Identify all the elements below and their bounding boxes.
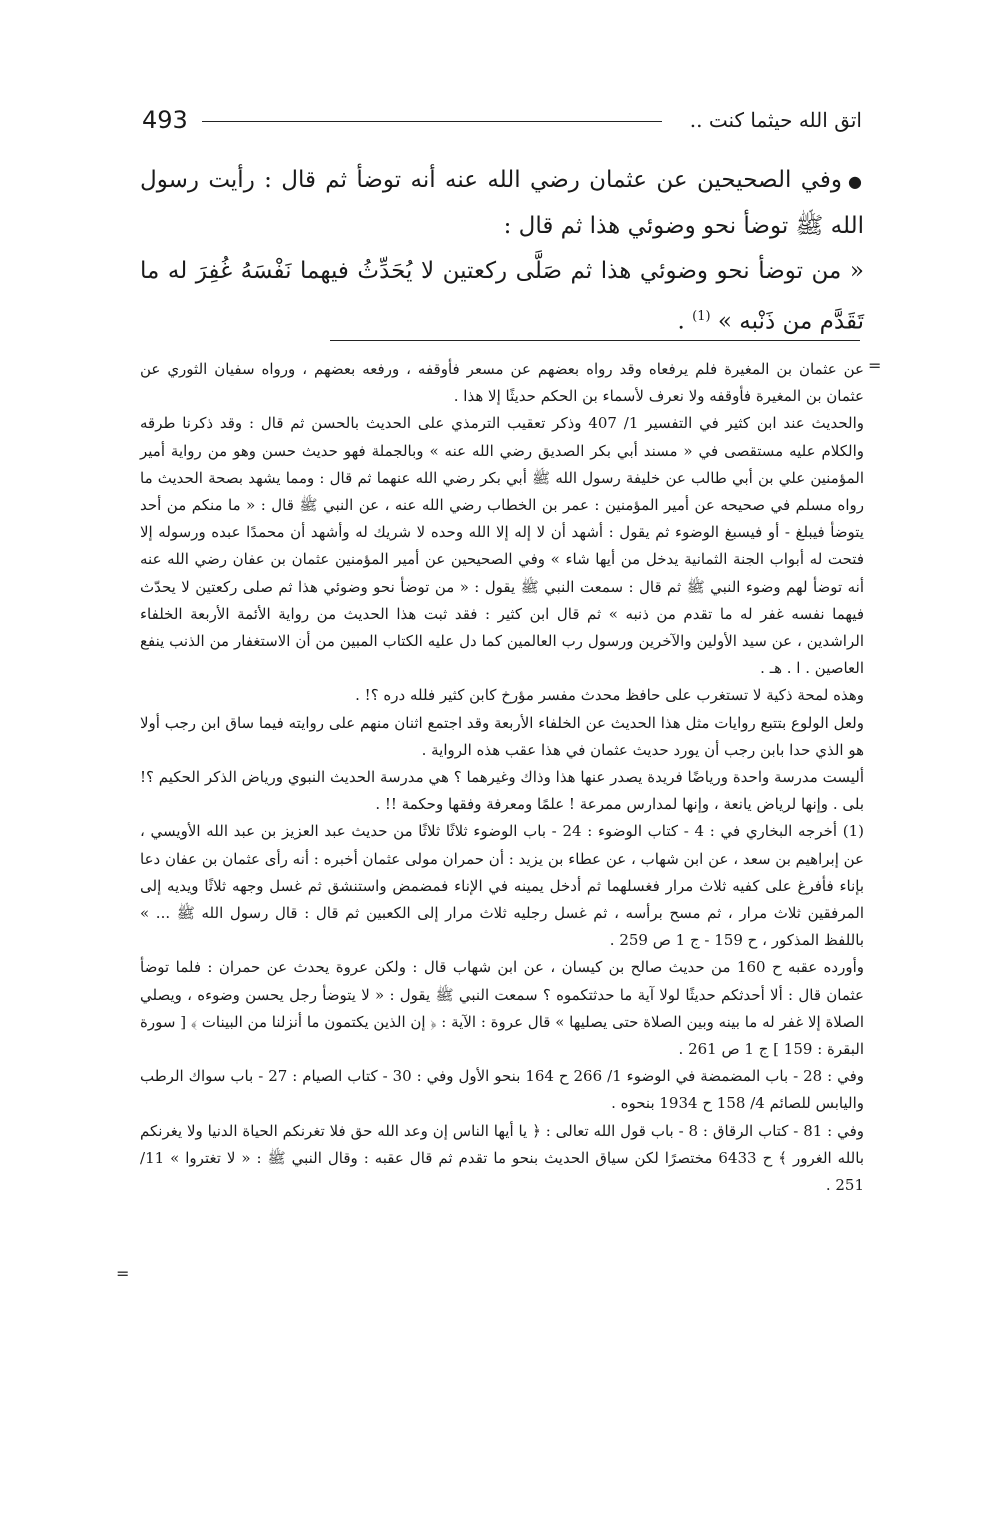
footnote-paragraph: وفي : 28 - باب المضمضة في الوضوء 1/ 266 ح 164 بنحو الأول وفي : 30 - كتاب الصيام : 27 - باب سواك الرطب واليابس للصائم 4/ 158 ح 1934 بنحوه . <box>140 1067 865 1113</box>
footnote-paragraph: أليست مدرسة واحدة ورياضًا فريدة يصدر عنها هذا وذاك وغيرهما ؟ هي مدرسة الحديث النبوي ورياض الذكر الحكيم ؟! بلى . وإنها لرياض يانعة ، وإنها لمدارس ممرعة ! علمًا ومعرفة وفقها وحكمة !! . <box>140 768 864 814</box>
hadith-quote-end: . <box>677 308 685 335</box>
hadith-quote <box>140 249 864 345</box>
footnote-paragraph: وأورده عقبه ح 160 من حديث صالح بن كيسان ، عن ابن شهاب قال : ولكن عروة يحدث عن حمران : فلما توضأ عثمان قال : ألا أحدثكم حديثًا لولا آية ما حدثتكموه ؟ سمعت النبي ﷺ يقول : « لا يتوضأ رجل يحسن وضوءه ، ويصلي الصلاة إلا غفر له ما بينه وبين الصلاة حتى يصليها » قال عروة : الآية : ﴿ إن الذين يكتمون ما أنزلنا من البينات ﴾ [ سورة البقرة : 159 ] ج 1 ص 261 . <box>140 958 864 1059</box>
footnote-paragraph: (1) أخرجه البخاري في : 4 - كتاب الوضوء : 24 - باب الوضوء ثلاثًا ثلاثًا من حديث عبد العزيز بن عبد الله الأويسي ، عن إبراهيم بن سعد ، عن ابن شهاب ، عن عطاء بن يزيد : أن حمران مولى عثمان أخبره : أنه رأى عثمان بن عفان دعا بإناء فأفرغ على كفيه ثلاث مرار فغسلهما ثم أدخل يمينه في الإناء فمضمض واستنشق ثم غسل وجهه ثلاثًا ويديه إلى المرفقين ثلاث مرار ، ثم مسح برأسه ، ثم غسل رجليه ثلاث مرار إلى الكعبين ثم قال : قال رسول الله ﷺ ... » باللفظ المذكور ، ح 159 - ج 1 ص 259 . <box>140 822 864 950</box>
continuation-mark-top: = <box>868 356 882 375</box>
main-paragraph <box>140 158 864 249</box>
footnote-paragraph: والحديث عند ابن كثير في التفسير 1/ 407 وذكر تعقيب الترمذي على الحديث بالحسن ثم قال : وقد ذكرنا طرقه والكلام عليه مستقصى في « مسند أبي بكر الصديق رضي الله عنه » وبالجملة فهو حديث حسن وهو من رواية أمير المؤمنين علي بن أبي طالب عن خليفة رسول الله ﷺ أبي بكر رضي الله عنهما ثم قال : ومما يشهد بصحة الحديث ما رواه مسلم في صحيحه عن أمير المؤمنين : عمر بن الخطاب رضي الله عنه ، عن النبي ﷺ قال : « ما منكم من أحد يتوضأ فيبلغ - أو فيسبغ الوضوء ثم يقول : أشهد أن لا إله إلا الله وحده لا شريك له وأشهد أن محمدًا عبده ورسوله إلا فتحت له أبواب الجنة الثمانية يدخل من أيها شاء » وفي الصحيحين عن أمير المؤمنين عثمان بن عفان رضي الله عنه أنه توضأ لهم وضوء النبي ﷺ ثم قال : سمعت النبي ﷺ يقول : « من توضأ نحو وضوئي هذا ثم صلى ركعتين لا يحدّث فيهما نفسه غفر له ما تقدم من ذنبه » ثم قال ابن كثير : فقد ثبت هذا الحديث من رواية الأئمة الأربعة الخلفاء الراشدين ، عن سيد الأولين والآخرين ورسول رب العالمين كما دل عليه الكتاب المبين من أن الاستغفار من الذنب ينفع العاصين . ا . هـ . <box>140 414 865 678</box>
main-text <box>140 158 864 345</box>
bullet-icon: ● <box>848 172 864 191</box>
main-paragraph-text: وفي الصحيحين عن عثمان رضي الله عنه أنه توضأ ثم قال : رأيت رسول الله ﷺ توضأ نحو وضوئي هذا ثم قال : <box>140 167 864 239</box>
page-number: 493 <box>142 106 188 134</box>
footnote-paragraph: وفي : 81 - كتاب الرقاق : 8 - باب قول الله تعالى : ﴿ يا أيها الناس إن وعد الله حق فلا تغرنكم الحياة الدنيا ولا يغرنكم بالله الغرور ﴾ ح 6433 مختصرًا لكن سياق الحديث بنحو ما تقدم ثم قال عقبه : وقال النبي ﷺ : « لا تغتروا » 11/ 251 . <box>140 1121 864 1195</box>
header-rule <box>202 121 662 122</box>
continuation-mark-bottom: = <box>116 1264 130 1283</box>
hadith-quote-text: « من توضأ نحو وضوئي هذا ثم صَلَّى ركعتين لا يُحَدِّثُ فيهما نَفْسَهُ غُفِرَ له ما تَقَدَّم من ذَنْبه » <box>140 258 864 335</box>
footnote-reference: (1) <box>692 309 711 324</box>
footnote-paragraph: ولعل الولوع بتتبع روايات مثل هذا الحديث عن الخلفاء الأربعة وقد اجتمع اثنان منهم على روايته فيما ساق ابن رجب أولا هو الذي حدا بابن رجب أن يورد حديث عثمان في هذا عقب هذه الرواية . <box>140 713 864 759</box>
footnote-paragraph: وهذه لمحة ذكية لا تستغرب على حافظ محدث مفسر مؤرخ كابن كثير فلله دره ؟! . <box>355 686 864 705</box>
footnotes <box>140 356 864 1199</box>
footnote-paragraph: عن عثمان بن المغيرة فلم يرفعاه وقد رواه بعضهم عن مسعر فأوقفه ، ورفعه بعضهم ، ورواه سفيان الثوري عن عثمان بن المغيرة فأوقفه ولا نعرف لأسماء بن الحكم حديثًا إلا هذا . <box>140 360 864 406</box>
footnote-separator-rule <box>330 340 860 341</box>
running-title: اتق الله حيثما كنت .. <box>689 108 862 132</box>
page-header <box>142 104 862 144</box>
